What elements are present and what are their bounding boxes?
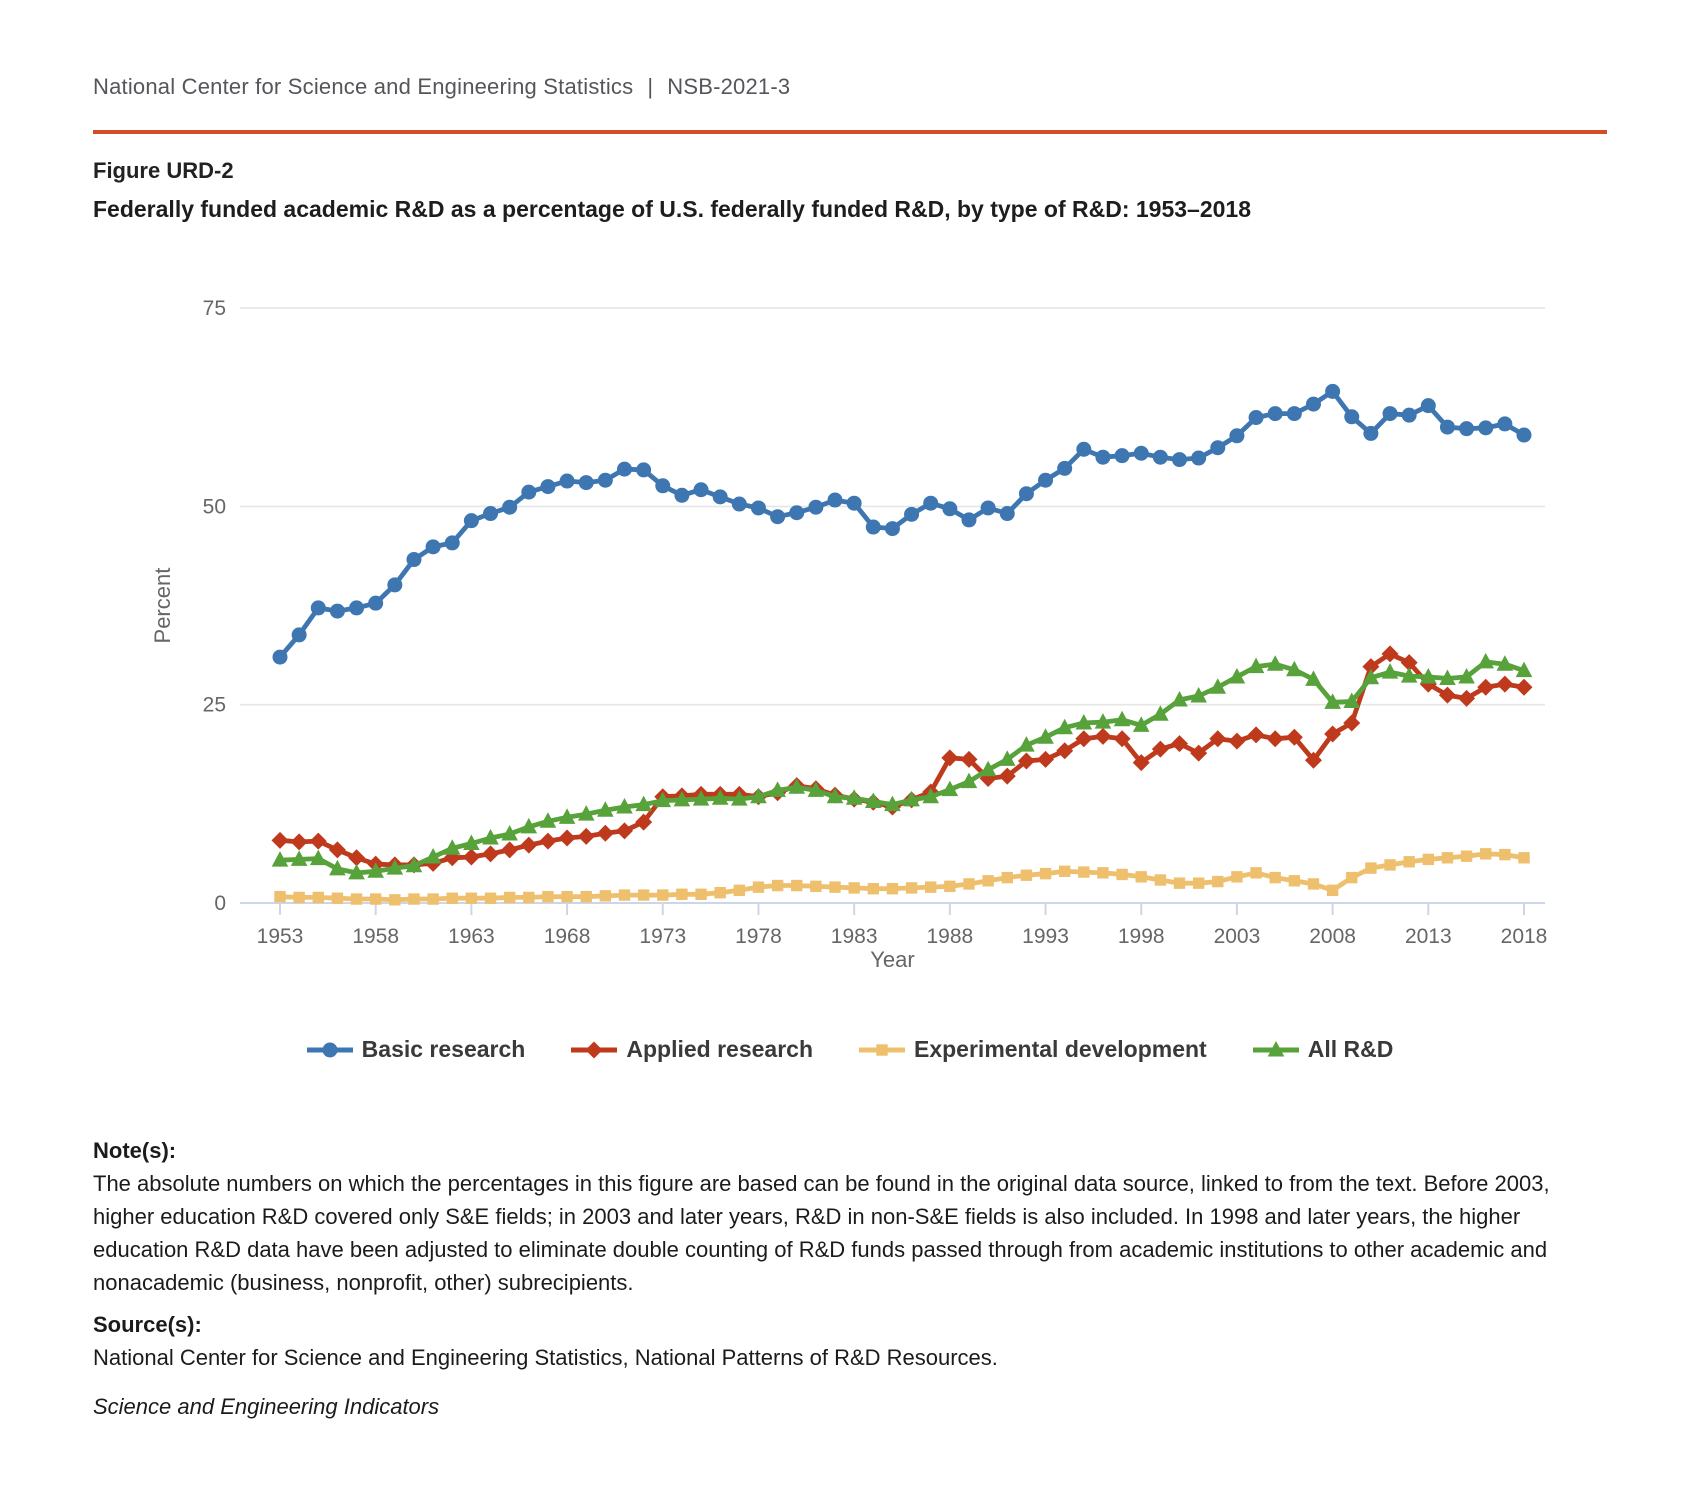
point-experimental-development-1956[interactable]: [332, 893, 343, 904]
point-applied-research-2017[interactable]: [1496, 676, 1513, 693]
x-tick-label-1978: 1978: [735, 925, 782, 948]
point-applied-research-2003[interactable]: [1228, 733, 1245, 750]
point-applied-research-1970[interactable]: [597, 825, 614, 842]
series-all-r-d-line: [280, 662, 1524, 873]
x-tick-label-1998: 1998: [1117, 925, 1165, 948]
point-basic-research-1982[interactable]: [828, 493, 843, 508]
point-basic-research-1992[interactable]: [1019, 486, 1034, 501]
series-applied-research-line: [280, 654, 1524, 865]
point-experimental-development-1985[interactable]: [887, 883, 898, 894]
point-experimental-development-1992[interactable]: [1021, 870, 1032, 881]
point-experimental-development-1988[interactable]: [944, 881, 955, 892]
y-tick-label-75: 75: [202, 297, 226, 321]
point-experimental-development-1960[interactable]: [408, 893, 419, 904]
point-experimental-development-1984[interactable]: [868, 883, 879, 894]
point-experimental-development-1991[interactable]: [1002, 872, 1013, 883]
source-label: Source(s):: [93, 1312, 202, 1337]
point-basic-research-1965[interactable]: [502, 500, 517, 515]
point-experimental-development-1981[interactable]: [810, 881, 821, 892]
legend-marker-square-icon: [859, 1039, 905, 1061]
point-experimental-development-2015[interactable]: [1461, 851, 1472, 862]
divider-rule: [93, 130, 1607, 134]
point-basic-research-2004[interactable]: [1249, 410, 1264, 425]
point-basic-research-1988[interactable]: [942, 501, 957, 516]
legend-marker-circle-icon: [307, 1039, 353, 1061]
point-applied-research-1963[interactable]: [463, 848, 480, 865]
point-basic-research-1985[interactable]: [885, 521, 900, 536]
source-text: National Center for Science and Engineering Statistics, National Patterns of R&D Resources.: [93, 1345, 998, 1370]
point-basic-research-1999[interactable]: [1153, 450, 1168, 465]
point-basic-research-2002[interactable]: [1210, 440, 1225, 455]
point-basic-research-1957[interactable]: [349, 600, 364, 615]
point-basic-research-1968[interactable]: [560, 474, 575, 489]
point-experimental-development-1959[interactable]: [389, 894, 400, 905]
x-tick-label-1973: 1973: [639, 925, 687, 948]
series-basic-research[interactable]: [273, 384, 1532, 665]
point-basic-research-2011[interactable]: [1383, 406, 1398, 421]
point-experimental-development-1980[interactable]: [791, 880, 802, 891]
legend-marker-diamond-icon: [571, 1039, 617, 1061]
legend-item-applied-research[interactable]: [571, 1036, 813, 1063]
point-applied-research-1964[interactable]: [482, 845, 499, 862]
point-basic-research-1975[interactable]: [694, 482, 709, 497]
legend-label: Experimental development: [914, 1036, 1207, 1062]
point-experimental-development-1983[interactable]: [848, 882, 859, 893]
x-tick-label-1953: 1953: [256, 925, 304, 948]
point-basic-research-2010[interactable]: [1363, 426, 1378, 441]
point-applied-research-1955[interactable]: [310, 833, 327, 850]
point-basic-research-1967[interactable]: [540, 479, 555, 494]
point-basic-research-1984[interactable]: [866, 520, 881, 535]
point-experimental-development-2006[interactable]: [1289, 875, 1300, 886]
point-basic-research-1956[interactable]: [330, 604, 345, 619]
point-basic-research-1970[interactable]: [598, 473, 613, 488]
point-experimental-development-1995[interactable]: [1078, 866, 1089, 877]
point-experimental-development-2003[interactable]: [1231, 871, 1242, 882]
notes-label: Note(s):: [93, 1138, 177, 1163]
chart-title: Federally funded academic R&D as a percentage of U.S. federally funded R&D, by type of R&D: 1953–2018: [93, 196, 1252, 222]
point-experimental-development-2007[interactable]: [1308, 878, 1319, 889]
point-basic-research-2001[interactable]: [1191, 451, 1206, 466]
point-experimental-development-1953[interactable]: [274, 891, 285, 902]
point-experimental-development-1987[interactable]: [925, 881, 936, 892]
point-experimental-development-2018[interactable]: [1518, 852, 1529, 863]
point-experimental-development-1973[interactable]: [657, 889, 668, 900]
point-basic-research-1976[interactable]: [713, 489, 728, 504]
x-tick-label-1988: 1988: [926, 925, 974, 948]
legend-item-experimental-development[interactable]: [859, 1036, 1207, 1063]
point-applied-research-1954[interactable]: [291, 833, 308, 850]
point-experimental-development-1964[interactable]: [485, 893, 496, 904]
point-experimental-development-2011[interactable]: [1384, 859, 1395, 870]
point-experimental-development-1998[interactable]: [1136, 871, 1147, 882]
point-basic-research-1986[interactable]: [904, 507, 919, 522]
point-basic-research-2000[interactable]: [1172, 452, 1187, 467]
point-applied-research-1957[interactable]: [348, 849, 365, 866]
point-experimental-development-2014[interactable]: [1442, 852, 1453, 863]
source-block: [93, 1308, 1609, 1374]
point-experimental-development-1975[interactable]: [695, 889, 706, 900]
report-header: [93, 74, 790, 100]
point-experimental-development-1977[interactable]: [734, 885, 745, 896]
legend-label: Basic research: [361, 1036, 526, 1062]
point-experimental-development-1963[interactable]: [466, 893, 477, 904]
point-experimental-development-2009[interactable]: [1346, 872, 1357, 883]
point-experimental-development-1961[interactable]: [427, 893, 438, 904]
point-experimental-development-1982[interactable]: [829, 881, 840, 892]
point-experimental-development-1958[interactable]: [370, 893, 381, 904]
point-applied-research-1993[interactable]: [1037, 751, 1054, 768]
point-experimental-development-2010[interactable]: [1365, 862, 1376, 873]
point-applied-research-1971[interactable]: [616, 822, 633, 839]
point-experimental-development-1972[interactable]: [638, 889, 649, 900]
point-experimental-development-1957[interactable]: [351, 893, 362, 904]
point-experimental-development-2004[interactable]: [1250, 867, 1261, 878]
point-basic-research-1974[interactable]: [674, 488, 689, 503]
point-basic-research-2016[interactable]: [1478, 420, 1493, 435]
point-experimental-development-1954[interactable]: [293, 892, 304, 903]
point-basic-research-2013[interactable]: [1421, 398, 1436, 413]
point-experimental-development-1996[interactable]: [1097, 867, 1108, 878]
point-applied-research-1966[interactable]: [520, 837, 537, 854]
point-basic-research-2012[interactable]: [1402, 408, 1417, 423]
y-tick-label-0: 0: [214, 892, 226, 915]
point-experimental-development-1999[interactable]: [1155, 874, 1166, 885]
point-experimental-development-2002[interactable]: [1212, 876, 1223, 887]
point-basic-research-2006[interactable]: [1287, 406, 1302, 421]
x-tick-label-1993: 1993: [1022, 925, 1069, 948]
point-all-r-d-2011[interactable]: [1382, 663, 1399, 679]
point-applied-research-1968[interactable]: [559, 829, 576, 846]
report-id: NSB-2021-3: [667, 74, 791, 99]
x-tick-label-2003: 2003: [1213, 925, 1261, 948]
series-all-r-d[interactable]: [272, 653, 1533, 879]
x-tick-label-2018: 2018: [1500, 925, 1548, 948]
point-applied-research-2018[interactable]: [1516, 679, 1533, 696]
point-experimental-development-1966[interactable]: [523, 892, 534, 903]
point-experimental-development-1979[interactable]: [772, 880, 783, 891]
chart-legend: [0, 1036, 1700, 1063]
point-experimental-development-2016[interactable]: [1480, 848, 1491, 859]
notes-block: [93, 1134, 1609, 1299]
point-basic-research-1978[interactable]: [751, 500, 766, 515]
series-applied-research[interactable]: [272, 645, 1533, 873]
point-basic-research-1980[interactable]: [789, 505, 804, 520]
point-basic-research-2017[interactable]: [1497, 416, 1512, 431]
point-basic-research-1997[interactable]: [1115, 448, 1130, 463]
point-basic-research-1966[interactable]: [521, 485, 536, 500]
x-axis-title: Year: [870, 947, 915, 972]
point-experimental-development-1976[interactable]: [714, 887, 725, 898]
point-experimental-development-1967[interactable]: [542, 891, 553, 902]
point-basic-research-1962[interactable]: [445, 535, 460, 550]
point-basic-research-1987[interactable]: [923, 496, 938, 511]
point-basic-research-1989[interactable]: [961, 512, 976, 527]
point-experimental-development-1990[interactable]: [982, 875, 993, 886]
point-basic-research-1979[interactable]: [770, 509, 785, 524]
y-tick-label-25: 25: [202, 693, 226, 717]
point-applied-research-1969[interactable]: [578, 828, 595, 845]
point-basic-research-1995[interactable]: [1076, 442, 1091, 457]
point-applied-research-2004[interactable]: [1248, 726, 1265, 743]
point-basic-research-1993[interactable]: [1038, 473, 1053, 488]
point-experimental-development-2001[interactable]: [1193, 877, 1204, 888]
point-basic-research-1971[interactable]: [617, 462, 632, 477]
point-experimental-development-1986[interactable]: [906, 882, 917, 893]
point-basic-research-1963[interactable]: [464, 513, 479, 528]
legend-label: Applied research: [626, 1036, 813, 1062]
point-experimental-development-2000[interactable]: [1174, 877, 1185, 888]
point-applied-research-1967[interactable]: [539, 833, 556, 850]
point-basic-research-1996[interactable]: [1095, 450, 1110, 465]
point-applied-research-1956[interactable]: [329, 841, 346, 858]
point-basic-research-1959[interactable]: [387, 577, 402, 592]
point-experimental-development-1955[interactable]: [313, 892, 324, 903]
point-basic-research-1960[interactable]: [406, 552, 421, 567]
x-tick-label-1958: 1958: [352, 925, 400, 948]
x-tick-label-1983: 1983: [830, 925, 878, 948]
footer-indicators: Science and Engineering Indicators: [93, 1394, 440, 1419]
point-experimental-development-2008[interactable]: [1327, 885, 1338, 896]
point-experimental-development-2005[interactable]: [1270, 872, 1281, 883]
point-applied-research-2005[interactable]: [1267, 730, 1284, 747]
header-separator: |: [647, 74, 654, 99]
point-experimental-development-1993[interactable]: [1040, 868, 1051, 879]
point-basic-research-1973[interactable]: [655, 478, 670, 493]
point-applied-research-1996[interactable]: [1094, 728, 1111, 745]
point-basic-research-1991[interactable]: [1000, 506, 1015, 521]
point-basic-research-1972[interactable]: [636, 462, 651, 477]
point-experimental-development-1971[interactable]: [619, 889, 630, 900]
point-basic-research-2007[interactable]: [1306, 397, 1321, 412]
point-basic-research-2014[interactable]: [1440, 420, 1455, 435]
point-basic-research-1953[interactable]: [273, 650, 288, 665]
point-basic-research-1961[interactable]: [426, 539, 441, 554]
point-experimental-development-1965[interactable]: [504, 892, 515, 903]
point-experimental-development-2012[interactable]: [1403, 856, 1414, 867]
x-tick-label-2008: 2008: [1309, 925, 1356, 948]
point-basic-research-1977[interactable]: [732, 497, 747, 512]
y-axis-title: Percent: [150, 567, 175, 644]
point-experimental-development-2013[interactable]: [1423, 854, 1434, 865]
x-tick-label-1963: 1963: [448, 925, 495, 948]
point-basic-research-2003[interactable]: [1229, 428, 1244, 443]
point-experimental-development-1962[interactable]: [447, 893, 458, 904]
point-basic-research-1958[interactable]: [368, 596, 383, 611]
x-tick-label-1968: 1968: [543, 925, 591, 948]
point-basic-research-2009[interactable]: [1344, 409, 1359, 424]
point-basic-research-2008[interactable]: [1325, 384, 1340, 399]
point-applied-research-2000[interactable]: [1171, 735, 1188, 752]
point-basic-research-1981[interactable]: [808, 500, 823, 515]
point-basic-research-1998[interactable]: [1134, 446, 1149, 461]
point-experimental-development-1969[interactable]: [581, 891, 592, 902]
point-basic-research-1983[interactable]: [847, 496, 862, 511]
point-basic-research-1969[interactable]: [579, 475, 594, 490]
y-tick-label-50: 50: [202, 495, 226, 519]
notes-text: The absolute numbers on which the percentages in this figure are based can be found in the original data source, linked to from the text. Before 2003, higher education R&D covered only S&E fields; in 2003 and later years, R&D in non-S&E fields is also included. In 1998 and later years, the higher education R&D data have been adjusted to eliminate double counting of R&D funds passed through from academic institutions to other academic and nonacademic (business, nonprofit, other) subrecipients.: [93, 1171, 1550, 1295]
point-basic-research-1954[interactable]: [292, 627, 307, 642]
legend-marker-triangle-icon: [1253, 1039, 1299, 1061]
figure-label: Figure URD-2: [93, 158, 234, 183]
org-name: National Center for Science and Engineering Statistics: [93, 74, 634, 99]
point-experimental-development-1970[interactable]: [600, 890, 611, 901]
point-basic-research-1990[interactable]: [981, 500, 996, 515]
point-basic-research-2005[interactable]: [1268, 406, 1283, 421]
point-basic-research-1955[interactable]: [311, 600, 326, 615]
point-experimental-development-1997[interactable]: [1116, 869, 1127, 880]
point-applied-research-1953[interactable]: [272, 832, 289, 849]
point-experimental-development-1989[interactable]: [963, 878, 974, 889]
point-experimental-development-1994[interactable]: [1059, 866, 1070, 877]
point-basic-research-2015[interactable]: [1459, 421, 1474, 436]
legend-item-basic-research[interactable]: [307, 1036, 526, 1063]
point-basic-research-1964[interactable]: [483, 506, 498, 521]
legend-item-all-r-d[interactable]: [1253, 1036, 1394, 1063]
point-experimental-development-1968[interactable]: [561, 891, 572, 902]
point-experimental-development-1978[interactable]: [753, 881, 764, 892]
point-experimental-development-1974[interactable]: [676, 889, 687, 900]
legend-label: All R&D: [1307, 1036, 1394, 1062]
point-experimental-development-2017[interactable]: [1499, 849, 1510, 860]
x-tick-label-2013: 2013: [1404, 925, 1452, 948]
point-basic-research-2018[interactable]: [1517, 428, 1532, 443]
point-basic-research-1994[interactable]: [1057, 461, 1072, 476]
point-applied-research-1965[interactable]: [501, 841, 518, 858]
line-chart-canvas: [0, 255, 1700, 1015]
